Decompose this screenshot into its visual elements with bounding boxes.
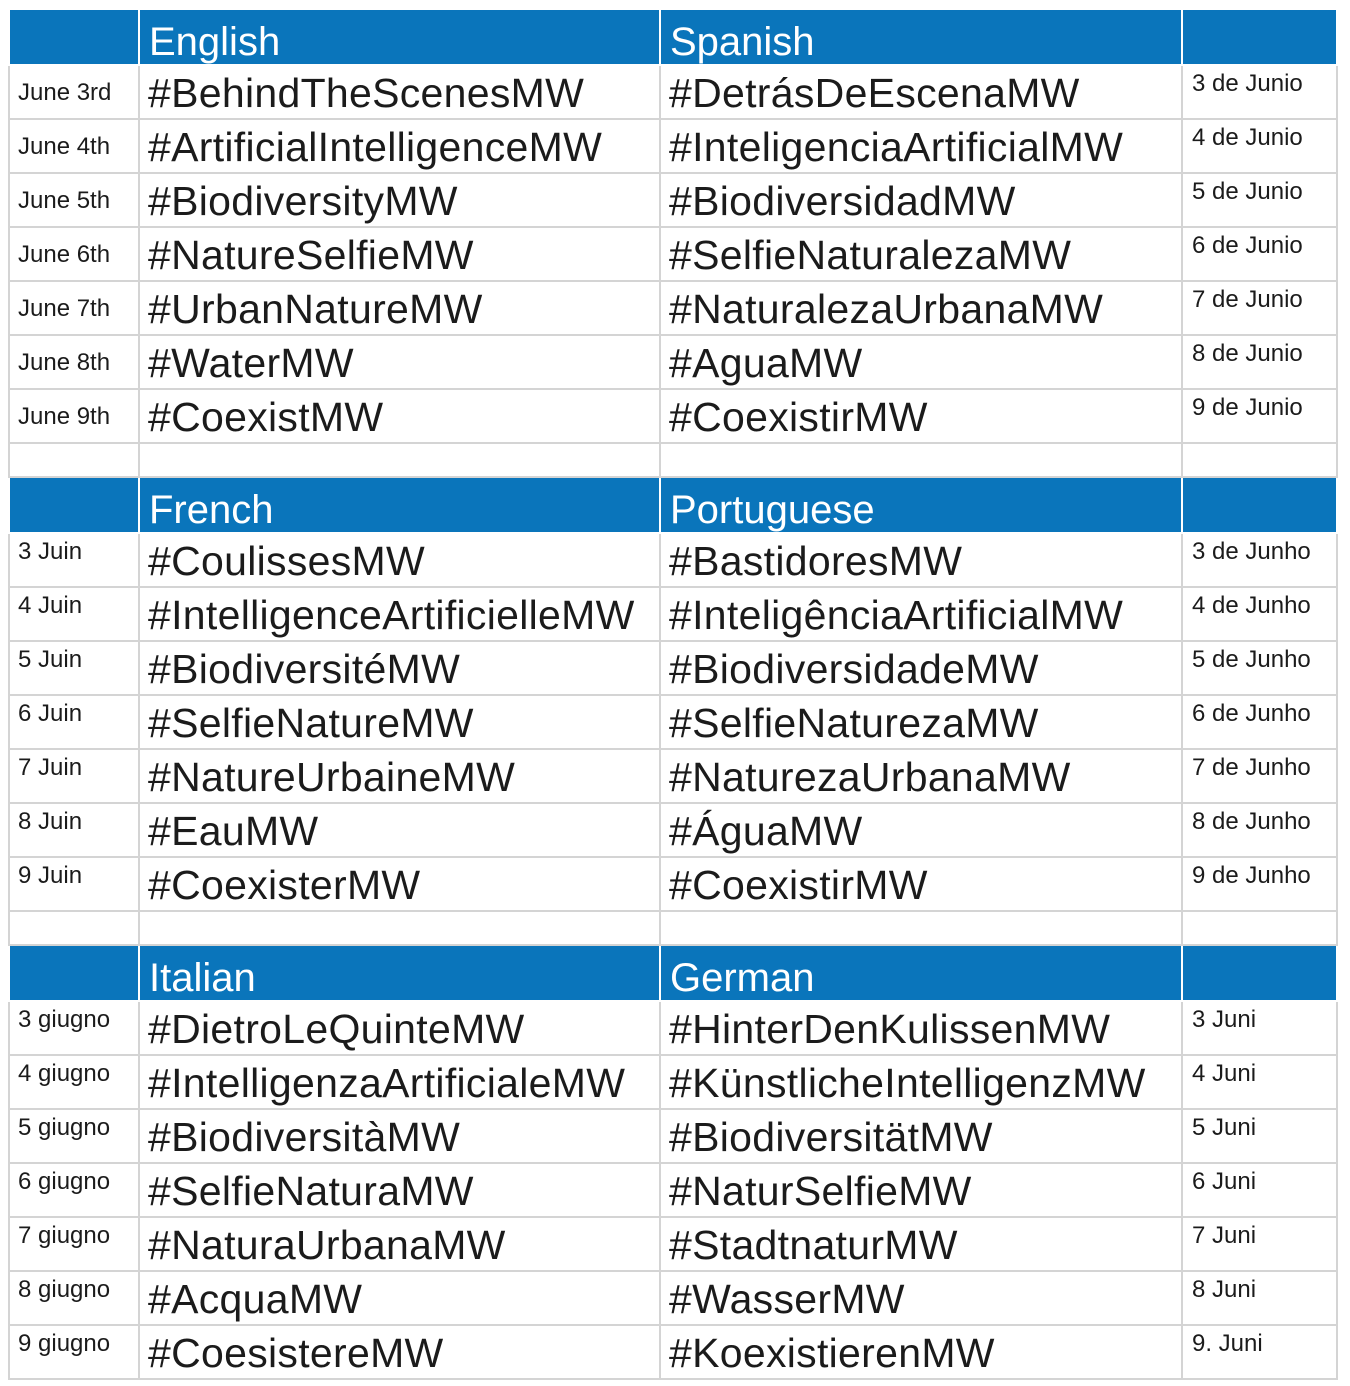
left-hashtag-cell: #CoexistMW bbox=[139, 389, 660, 443]
right-date-cell: 9. Juni bbox=[1182, 1325, 1337, 1379]
left-hashtag-cell: #CoesistereMW bbox=[139, 1325, 660, 1379]
right-date-cell: 8 Juni bbox=[1182, 1271, 1337, 1325]
right-hashtag-cell: #BastidoresMW bbox=[660, 533, 1182, 587]
right-date-cell: 7 de Junio bbox=[1182, 281, 1337, 335]
left-date-cell: June 9th bbox=[9, 389, 139, 443]
right-language-heading: German bbox=[660, 945, 1182, 1001]
left-hashtag-cell: #CoexisterMW bbox=[139, 857, 660, 911]
left-date-cell: 5 Juin bbox=[9, 641, 139, 695]
empty-cell bbox=[1182, 443, 1337, 477]
table-row bbox=[9, 1109, 1337, 1163]
table-row bbox=[9, 1001, 1337, 1055]
left-hashtag-cell: #AcquaMW bbox=[139, 1271, 660, 1325]
right-hashtag-cell: #BiodiversidadMW bbox=[660, 173, 1182, 227]
right-date-cell: 7 Juni bbox=[1182, 1217, 1337, 1271]
right-hashtag-cell: #BiodiversidadeMW bbox=[660, 641, 1182, 695]
right-hashtag-cell: #HinterDenKulissenMW bbox=[660, 1001, 1182, 1055]
left-date-cell: 8 giugno bbox=[9, 1271, 139, 1325]
table-row bbox=[9, 335, 1337, 389]
left-date-cell: 6 giugno bbox=[9, 1163, 139, 1217]
table-row bbox=[9, 587, 1337, 641]
header-blank-cell bbox=[9, 945, 139, 1001]
left-date-cell: 3 Juin bbox=[9, 533, 139, 587]
left-hashtag-cell: #NatureSelfieMW bbox=[139, 227, 660, 281]
left-date-cell: 9 giugno bbox=[9, 1325, 139, 1379]
right-hashtag-cell: #NaturalezaUrbanaMW bbox=[660, 281, 1182, 335]
left-date-cell: 4 Juin bbox=[9, 587, 139, 641]
left-date-cell: 7 giugno bbox=[9, 1217, 139, 1271]
right-date-cell: 4 Juni bbox=[1182, 1055, 1337, 1109]
right-hashtag-cell: #SelfieNaturalezaMW bbox=[660, 227, 1182, 281]
left-date-cell: 7 Juin bbox=[9, 749, 139, 803]
table-row bbox=[9, 227, 1337, 281]
empty-cell bbox=[139, 443, 660, 477]
right-date-cell: 6 de Junio bbox=[1182, 227, 1337, 281]
left-hashtag-cell: #BiodiversitéMW bbox=[139, 641, 660, 695]
right-date-cell: 4 de Junho bbox=[1182, 587, 1337, 641]
table-row bbox=[9, 749, 1337, 803]
right-date-cell: 5 de Junio bbox=[1182, 173, 1337, 227]
right-date-cell: 5 Juni bbox=[1182, 1109, 1337, 1163]
right-date-cell: 3 de Junho bbox=[1182, 533, 1337, 587]
spacer-row bbox=[9, 443, 1337, 477]
section-header-row bbox=[9, 9, 1337, 65]
left-hashtag-cell: #NaturaUrbanaMW bbox=[139, 1217, 660, 1271]
left-date-cell: June 3rd bbox=[9, 65, 139, 119]
empty-cell bbox=[660, 443, 1182, 477]
right-hashtag-cell: #DetrásDeEscenaMW bbox=[660, 65, 1182, 119]
right-hashtag-cell: #CoexistirMW bbox=[660, 389, 1182, 443]
right-hashtag-cell: #KünstlicheIntelligenzMW bbox=[660, 1055, 1182, 1109]
left-date-cell: 5 giugno bbox=[9, 1109, 139, 1163]
left-hashtag-cell: #SelfieNaturaMW bbox=[139, 1163, 660, 1217]
table-row bbox=[9, 65, 1337, 119]
right-date-cell: 8 de Junho bbox=[1182, 803, 1337, 857]
right-hashtag-cell: #SelfieNaturezaMW bbox=[660, 695, 1182, 749]
table-row bbox=[9, 641, 1337, 695]
left-hashtag-cell: #EauMW bbox=[139, 803, 660, 857]
right-date-cell: 5 de Junho bbox=[1182, 641, 1337, 695]
right-language-heading: Spanish bbox=[660, 9, 1182, 65]
right-hashtag-cell: #InteligenciaArtificialMW bbox=[660, 119, 1182, 173]
table-row bbox=[9, 389, 1337, 443]
right-language-heading: Portuguese bbox=[660, 477, 1182, 533]
right-hashtag-cell: #BiodiversitätMW bbox=[660, 1109, 1182, 1163]
table-row bbox=[9, 1325, 1337, 1379]
left-date-cell: June 8th bbox=[9, 335, 139, 389]
right-date-cell: 3 Juni bbox=[1182, 1001, 1337, 1055]
left-date-cell: June 5th bbox=[9, 173, 139, 227]
right-date-cell: 4 de Junio bbox=[1182, 119, 1337, 173]
right-date-cell: 6 Juni bbox=[1182, 1163, 1337, 1217]
spacer-row bbox=[9, 911, 1337, 945]
right-hashtag-cell: #WasserMW bbox=[660, 1271, 1182, 1325]
right-date-cell: 7 de Junho bbox=[1182, 749, 1337, 803]
left-language-heading: Italian bbox=[139, 945, 660, 1001]
header-blank-cell bbox=[1182, 9, 1337, 65]
table-row bbox=[9, 533, 1337, 587]
right-hashtag-cell: #AguaMW bbox=[660, 335, 1182, 389]
left-date-cell: 6 Juin bbox=[9, 695, 139, 749]
table-row bbox=[9, 695, 1337, 749]
empty-cell bbox=[139, 911, 660, 945]
header-blank-cell bbox=[1182, 477, 1337, 533]
empty-cell bbox=[9, 443, 139, 477]
table-row bbox=[9, 173, 1337, 227]
right-hashtag-cell: #StadtnaturMW bbox=[660, 1217, 1182, 1271]
empty-cell bbox=[660, 911, 1182, 945]
table-row bbox=[9, 857, 1337, 911]
table-row bbox=[9, 1055, 1337, 1109]
right-date-cell: 9 de Junho bbox=[1182, 857, 1337, 911]
table-row bbox=[9, 1163, 1337, 1217]
left-date-cell: June 7th bbox=[9, 281, 139, 335]
left-date-cell: June 6th bbox=[9, 227, 139, 281]
right-date-cell: 8 de Junio bbox=[1182, 335, 1337, 389]
table-row bbox=[9, 281, 1337, 335]
hashtag-translation-table bbox=[8, 8, 1338, 1380]
left-date-cell: 8 Juin bbox=[9, 803, 139, 857]
left-hashtag-cell: #IntelligenzaArtificialeMW bbox=[139, 1055, 660, 1109]
table-row bbox=[9, 803, 1337, 857]
right-hashtag-cell: #ÁguaMW bbox=[660, 803, 1182, 857]
left-hashtag-cell: #CoulissesMW bbox=[139, 533, 660, 587]
left-hashtag-cell: #DietroLeQuinteMW bbox=[139, 1001, 660, 1055]
left-date-cell: 3 giugno bbox=[9, 1001, 139, 1055]
right-hashtag-cell: #CoexistirMW bbox=[660, 857, 1182, 911]
table-row bbox=[9, 119, 1337, 173]
left-hashtag-cell: #BiodiversitàMW bbox=[139, 1109, 660, 1163]
section-header-row bbox=[9, 945, 1337, 1001]
left-date-cell: June 4th bbox=[9, 119, 139, 173]
header-blank-cell bbox=[9, 9, 139, 65]
table-row bbox=[9, 1271, 1337, 1325]
left-hashtag-cell: #ArtificialIntelligenceMW bbox=[139, 119, 660, 173]
empty-cell bbox=[9, 911, 139, 945]
right-hashtag-cell: #KoexistierenMW bbox=[660, 1325, 1182, 1379]
right-hashtag-cell: #InteligênciaArtificialMW bbox=[660, 587, 1182, 641]
right-date-cell: 6 de Junho bbox=[1182, 695, 1337, 749]
left-hashtag-cell: #NatureUrbaineMW bbox=[139, 749, 660, 803]
table-row bbox=[9, 1217, 1337, 1271]
left-date-cell: 9 Juin bbox=[9, 857, 139, 911]
left-hashtag-cell: #SelfieNatureMW bbox=[139, 695, 660, 749]
left-hashtag-cell: #UrbanNatureMW bbox=[139, 281, 660, 335]
empty-cell bbox=[1182, 911, 1337, 945]
header-blank-cell bbox=[1182, 945, 1337, 1001]
left-language-heading: French bbox=[139, 477, 660, 533]
header-blank-cell bbox=[9, 477, 139, 533]
right-hashtag-cell: #NaturezaUrbanaMW bbox=[660, 749, 1182, 803]
left-hashtag-cell: #IntelligenceArtificielleMW bbox=[139, 587, 660, 641]
right-hashtag-cell: #NaturSelfieMW bbox=[660, 1163, 1182, 1217]
section-header-row bbox=[9, 477, 1337, 533]
left-hashtag-cell: #BehindTheScenesMW bbox=[139, 65, 660, 119]
left-language-heading: English bbox=[139, 9, 660, 65]
left-hashtag-cell: #BiodiversityMW bbox=[139, 173, 660, 227]
left-hashtag-cell: #WaterMW bbox=[139, 335, 660, 389]
right-date-cell: 3 de Junio bbox=[1182, 65, 1337, 119]
right-date-cell: 9 de Junio bbox=[1182, 389, 1337, 443]
left-date-cell: 4 giugno bbox=[9, 1055, 139, 1109]
